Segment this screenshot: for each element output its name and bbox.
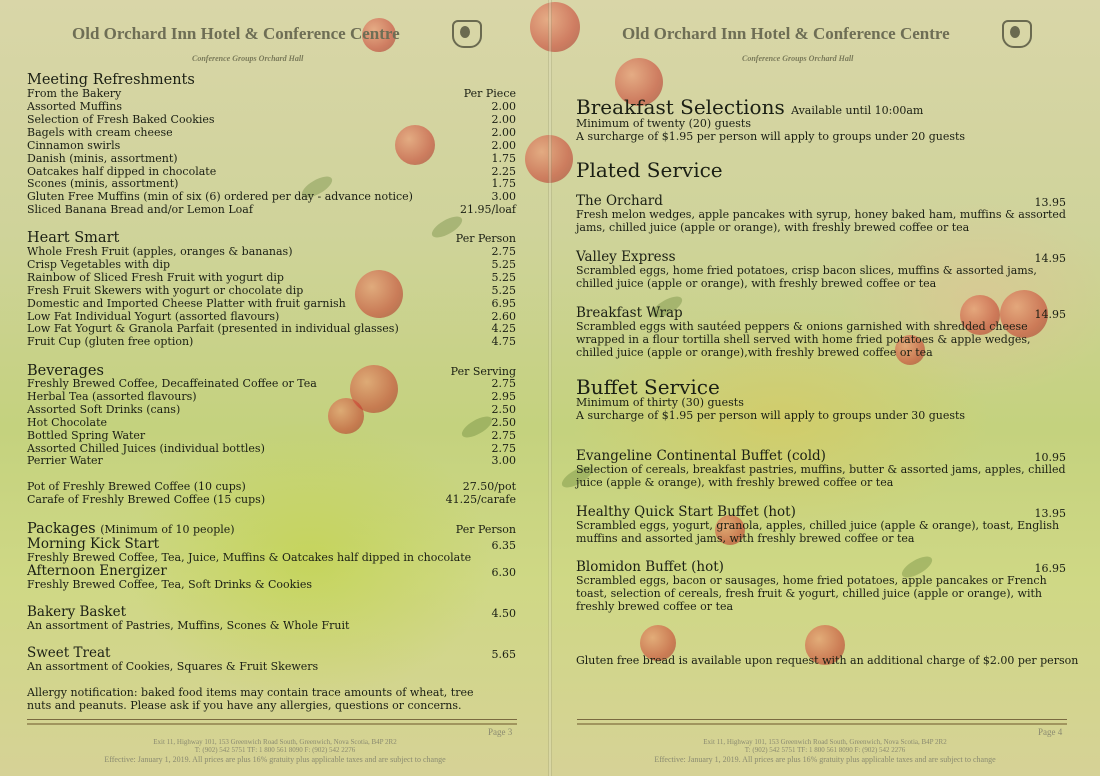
packages-title: Packages: [27, 521, 96, 537]
menu-item-price: 2.00: [491, 125, 516, 139]
apple-crest-icon: [452, 20, 482, 48]
apple-crest-icon: [1002, 20, 1032, 48]
menu-item-desc: Selection of cereals, breakfast pastries, muffins, butter & assorted jams, apples, chilled juice (apple & orange), with freshly brewed coffee or tea: [576, 463, 1066, 489]
hotel-title: Old Orchard Inn Hotel & Conference Centre: [72, 24, 400, 43]
buffet-line: A surcharge of $1.95 per person will apply to groups under 30 guests: [576, 409, 966, 422]
menu-item-price: 2.25: [491, 164, 516, 178]
menu-item-price: 10.95: [1034, 451, 1066, 464]
package-desc: An assortment of Cookies, Squares & Fruit Skewers: [27, 660, 319, 673]
menu-item-price: 2.50: [491, 415, 516, 429]
section-sub-bakery: From the Bakery: [27, 87, 122, 100]
package-desc: An assortment of Pastries, Muffins, Scones & Whole Fruit: [27, 619, 350, 632]
menu-item-price: 2.75: [491, 377, 516, 390]
menu-item-name: Pot of Freshly Brewed Coffee (10 cups): [27, 480, 246, 493]
menu-item-name: Assorted Soft Drinks (cans): [27, 402, 181, 416]
page-number: Page 3: [488, 727, 513, 737]
menu-item-name: Fresh Fruit Skewers with yogurt or chocolate dip: [27, 283, 304, 297]
footer-address: Exit 11, Highway 101, 153 Greenwich Road South, Greenwich, Nova Scotia, B4P 2R2: [153, 738, 397, 746]
hotel-subtitle: Conference Groups Orchard Hall: [742, 54, 854, 63]
section-title-heart-smart: Heart Smart: [27, 230, 120, 246]
menu-item-name: Rainbow of Sliced Fresh Fruit with yogurt dip: [27, 270, 284, 284]
menu-item-name: Assorted Chilled Juices (individual bottles): [27, 441, 265, 455]
menu-item-name: The Orchard: [576, 193, 663, 209]
menu-item-name: Valley Express: [576, 249, 676, 265]
menu-item-name: Bagels with cream cheese: [27, 125, 173, 139]
unit-per-person: Per Person: [455, 232, 516, 245]
menu-item-name: Gluten Free Muffins (min of six (6) ordered per day - advance notice): [27, 190, 413, 204]
menu-item-price: 4.75: [491, 335, 516, 349]
menu-item-name: Herbal Tea (assorted flavours): [27, 389, 197, 403]
menu-item-price: 3.00: [491, 190, 516, 204]
menu-item-name: Cinnamon swirls: [27, 138, 121, 152]
footer-rule-double: [577, 723, 1067, 725]
menu-item-price: 2.75: [491, 428, 516, 442]
menu-item-price: 1.75: [491, 177, 516, 191]
menu-item-price: 13.95: [1034, 196, 1066, 209]
footer-rule: [577, 719, 1067, 720]
footer-rule-double: [27, 723, 517, 725]
menu-item-name: Healthy Quick Start Buffet (hot): [576, 504, 796, 520]
package-name: Sweet Treat: [27, 645, 111, 661]
menu-item-price: 16.95: [1034, 562, 1066, 575]
package-price: 4.50: [491, 607, 516, 620]
menu-item-price: 41.25/carafe: [445, 492, 516, 506]
menu-item-price: 5.25: [491, 270, 516, 284]
unit-per-piece: Per Piece: [463, 87, 516, 100]
menu-item-price: 27.50/pot: [462, 480, 516, 493]
footer-phones: T: (902) 542 5751 TF: 1 800 561 8090 F: (902) 542 2276: [744, 746, 906, 754]
menu-item-price: 2.95: [491, 389, 516, 403]
menu-item-desc: Fresh melon wedges, apple pancakes with syrup, honey baked ham, muffins & assorted jams, chilled juice (apple or orange), with freshly brewed coffee or tea: [576, 208, 1066, 234]
menu-item-price: 3.00: [491, 454, 516, 468]
menu-item-name: Blomidon Buffet (hot): [576, 559, 724, 575]
unit-per-serving: Per Serving: [450, 365, 516, 378]
section-title-plated: Plated Service: [576, 158, 723, 182]
menu-item-price: 6.95: [491, 296, 516, 310]
menu-item-desc: Scrambled eggs with sautéed peppers & onions garnished with shredded cheese wrapped in a flour tortilla shell served with home fried potatoes & apple wedges, chilled juice (apple or orange),with freshly brewed coffee or tea: [576, 320, 1031, 359]
menu-item-name: Fruit Cup (gluten free option): [27, 335, 194, 349]
menu-item-name: Hot Chocolate: [27, 415, 108, 429]
menu-item-name: Low Fat Individual Yogurt (assorted flavours): [27, 309, 280, 323]
menu-item-price: 5.25: [491, 257, 516, 271]
page-right: [550, 0, 1100, 776]
menu-item-name: Assorted Muffins: [27, 100, 122, 113]
menu-item-price: 14.95: [1034, 308, 1066, 321]
menu-item-price: 5.25: [491, 283, 516, 297]
breakfast-note: Available until 10:00am: [791, 104, 924, 117]
menu-item-price: 2.75: [491, 441, 516, 455]
footer-effective: Effective: January 1, 2019. All prices are plus 16% gratuity plus applicable taxes and are subject to change: [104, 755, 446, 764]
menu-item-name: Bottled Spring Water: [27, 428, 146, 442]
package-desc: Freshly Brewed Coffee, Tea, Juice, Muffins & Oatcakes half dipped in chocolate: [27, 551, 472, 564]
menu-item-name: Evangeline Continental Buffet (cold): [576, 448, 826, 464]
menu-item-price: 2.50: [491, 402, 516, 416]
section-title-beverages: Beverages: [27, 363, 104, 379]
menu-item-price: 2.00: [491, 138, 516, 152]
menu-item-name: Perrier Water: [27, 454, 103, 468]
menu-item-name: Sliced Banana Bread and/or Lemon Loaf: [27, 203, 253, 217]
package-price: 5.65: [491, 648, 516, 661]
hotel-title: Old Orchard Inn Hotel & Conference Centre: [622, 24, 950, 43]
menu-item-name: Carafe of Freshly Brewed Coffee (15 cups): [27, 492, 266, 506]
footer-effective: Effective: January 1, 2019. All prices are plus 16% gratuity plus applicable taxes and are subject to change: [654, 755, 996, 764]
menu-item-name: Whole Fresh Fruit (apples, oranges & bananas): [27, 245, 293, 258]
menu-item-price: 2.60: [491, 309, 516, 323]
menu-item-price: 2.00: [491, 112, 516, 126]
package-name: Afternoon Energizer: [27, 563, 167, 579]
menu-item-price: 21.95/loaf: [460, 203, 516, 217]
breakfast-title: Breakfast Selections: [576, 95, 785, 119]
menu-item-name: Danish (minis, assortment): [27, 151, 178, 165]
package-price: 6.35: [491, 539, 516, 552]
menu-item-name: Oatcakes half dipped in chocolate: [27, 164, 217, 178]
breakfast-line: Minimum of twenty (20) guests: [576, 117, 752, 130]
menu-item-price: 14.95: [1034, 252, 1066, 265]
footer-address: Exit 11, Highway 101, 153 Greenwich Road South, Greenwich, Nova Scotia, B4P 2R2: [703, 738, 947, 746]
package-desc: Freshly Brewed Coffee, Tea, Soft Drinks & Cookies: [27, 578, 313, 591]
menu-item-name: Domestic and Imported Cheese Platter with fruit garnish: [27, 296, 346, 310]
menu-item-name: Scones (minis, assortment): [27, 177, 179, 191]
packages-note: (Minimum of 10 people): [100, 523, 235, 536]
menu-item-name: Freshly Brewed Coffee, Decaffeinated Coffee or Tea: [27, 377, 317, 390]
section-title-buffet: Buffet Service: [576, 375, 720, 399]
footer-phones: T: (902) 542 5751 TF: 1 800 561 8090 F: (902) 542 2276: [194, 746, 356, 754]
menu-item-desc: Scrambled eggs, bacon or sausages, home fried potatoes, apple pancakes or French toast, selection of cereals, fresh fruit & yogurt, chilled juice (apple or orange), with freshly brewed coffee or tea: [576, 574, 1047, 613]
gluten-notice: Gluten free bread is available upon request with an additional charge of $2.00 per person: [576, 654, 1079, 667]
menu-item-name: Crisp Vegetables with dip: [27, 257, 171, 271]
menu-item-price: 13.95: [1034, 507, 1066, 520]
package-name: Bakery Basket: [27, 604, 127, 620]
hotel-subtitle: Conference Groups Orchard Hall: [192, 54, 304, 63]
page-number: Page 4: [1038, 727, 1063, 737]
menu-item-price: 4.25: [491, 322, 516, 336]
package-name: Morning Kick Start: [27, 536, 160, 552]
allergy-notice: Allergy notification: baked food items may contain trace amounts of wheat, tree nuts and peanuts. Please ask if you have any allergies, questions or concerns.: [27, 686, 474, 712]
menu-item-name: Breakfast Wrap: [576, 305, 683, 321]
unit-per-person-packages: Per Person: [455, 523, 516, 536]
buffet-line: Minimum of thirty (30) guests: [576, 396, 744, 409]
breakfast-line: A surcharge of $1.95 per person will apply to groups under 20 guests: [576, 130, 966, 143]
menu-item-name: Low Fat Yogurt & Granola Parfait (presented in individual glasses): [27, 322, 399, 336]
menu-item-desc: Scrambled eggs, yogurt, granola, apples, chilled juice (apple & orange), toast, English muffins and assorted jams, with freshly brewed coffee or tea: [576, 519, 1060, 545]
menu-item-desc: Scrambled eggs, home fried potatoes, crisp bacon slices, muffins & assorted jams, chilled juice (apple or orange), with freshly brewed coffee or tea: [576, 264, 1037, 290]
menu-item-price: 1.75: [491, 151, 516, 165]
menu-item-price: 2.75: [491, 245, 516, 258]
section-title-meeting: Meeting Refreshments: [27, 72, 195, 88]
package-price: 6.30: [491, 566, 516, 579]
footer-rule: [27, 719, 517, 720]
menu-item-price: 2.00: [491, 100, 516, 113]
menu-item-name: Selection of Fresh Baked Cookies: [27, 112, 215, 126]
